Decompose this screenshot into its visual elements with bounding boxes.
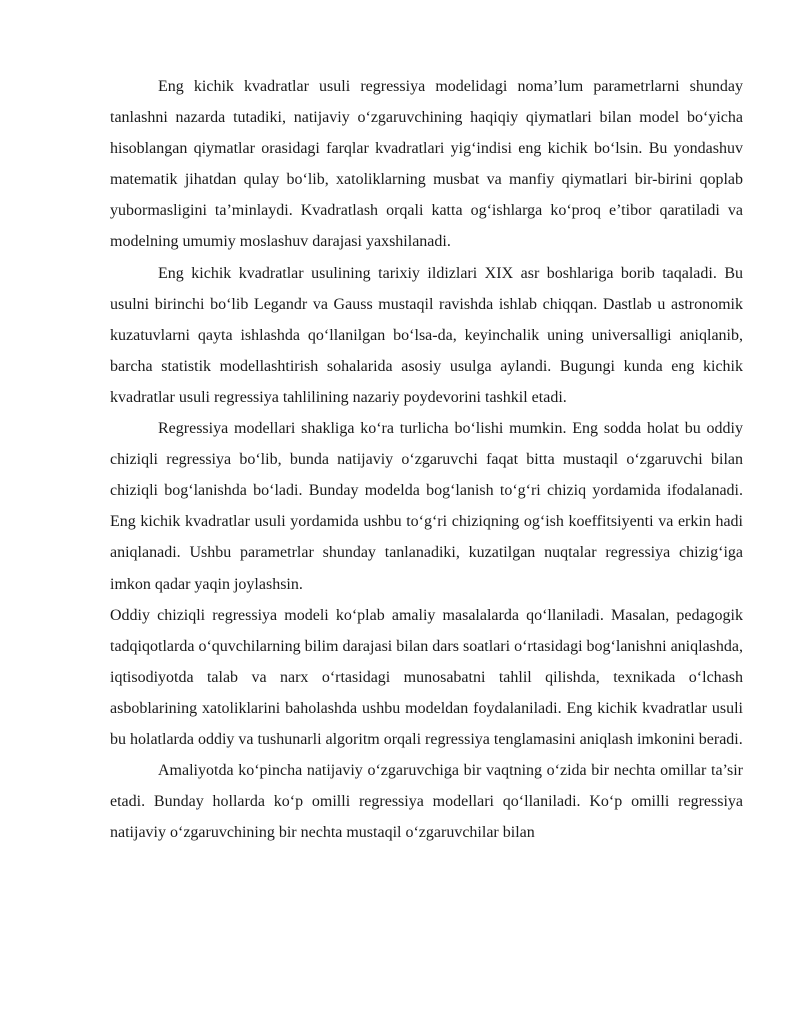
body-text [110, 71, 743, 848]
paragraph-3: Regressiya modellari shakliga ko‘ra turlicha bo‘lishi mumkin. Eng sodda holat bu oddiy chiziqli regressiya bo‘lib, bunda natijaviy o‘zgaruvchi faqat bitta mustaqil o‘zgaruvchi bilan chiziqli bog‘lanishda bo‘ladi. Bunday modelda bog‘lanish to‘g‘ri chiziq yordamida ifodalanadi. Eng kichik kvadratlar usuli yordamida ushbu to‘g‘ri chiziqning og‘ish koeffitsiyenti va erkin hadi aniqlanadi. Ushbu parametrlar shunday tanlanadiki, kuzatilgan nuqtalar regressiya chizig‘iga imkon qadar yaqin joylashsin. [110, 420, 743, 593]
paragraph-4: Oddiy chiziqli regressiya modeli ko‘plab amaliy masalalarda qo‘llaniladi. Masalan, pedagogik tadqiqotlarda o‘quvchilarning bilim darajasi bilan dars soatlari o‘rtasidagi bog‘lanishni aniqlashda, iqtisodiyotda talab va narx o‘rtasidagi munosabatni tahlil qilishda, texnikada o‘lchash asboblarining xatoliklarini baholashda ushbu modeldan foydalaniladi. Eng kichik kvadratlar usuli bu holatlarda oddiy va tushunarli algoritm orqali regressiya tenglamasini aniqlash imkonini beradi. [110, 606, 743, 748]
paragraph-5: Amaliyotda ko‘pincha natijaviy o‘zgaruvchiga bir vaqtning o‘zida bir nechta omillar ta’sir etadi. Bunday hollarda ko‘p omilli regressiya modellari qo‘llaniladi. Ko‘p omilli regressiya natijaviy o‘zgaruvchining bir nechta mustaqil o‘zgaruvchilar bilan [110, 762, 743, 842]
paragraph-1: Eng kichik kvadratlar usuli regressiya modelidagi noma’lum parametrlarni shunday tanlashni nazarda tutadiki, natijaviy o‘zgaruvchining haqiqiy qiymatlari bilan model bo‘yicha hisoblangan qiymatlar orasidagi farqlar kvadratlari yig‘indisi eng kichik bo‘lsin. Bu yondashuv matematik jihatdan qulay bo‘lib, xatoliklarning musbat va manfiy qiymatlari bir-birini qoplab yubormasligini ta’minlaydi. Kvadratlash orqali katta og‘ishlarga ko‘proq e’tibor qaratiladi va modelning umumiy moslashuv darajasi yaxshilanadi. [110, 78, 743, 251]
paragraph-2: Eng kichik kvadratlar usulining tarixiy ildizlari XIX asr boshlariga borib taqaladi. Bu usulni birinchi bo‘lib Legandr va Gauss mustaqil ravishda ishlab chiqqan. Dastlab u astronomik kuzatuvlarni qayta ishlashda qo‘llanilgan bo‘lsa-da, keyinchalik uning universalligi aniqlanib, barcha statistik modellashtirish sohalarida asosiy usulga aylandi. Bugungi kunda eng kichik kvadratlar usuli regressiya tahlilining nazariy poydevorini tashkil etadi. [110, 264, 743, 406]
